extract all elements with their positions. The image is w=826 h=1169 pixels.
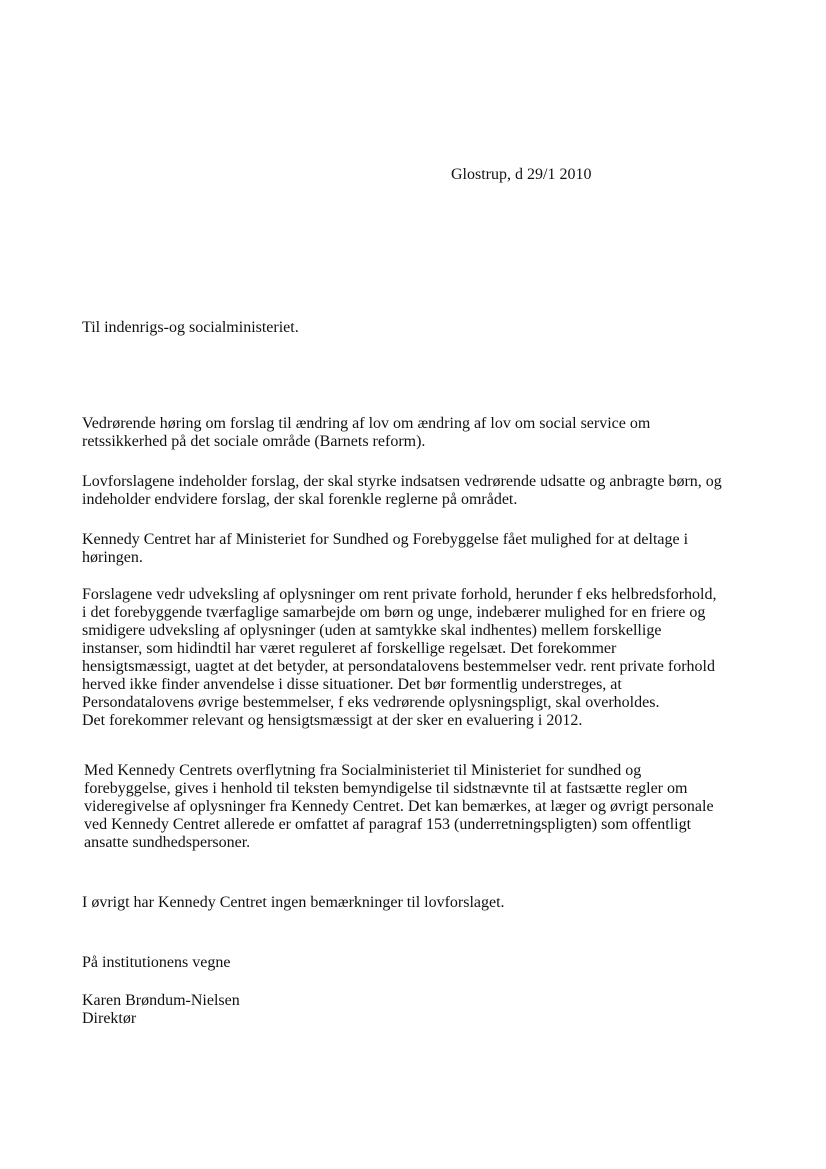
paragraph-line: Det forekommer relevant og hensigtsmæssigt at der sker en evaluering i 2012. xyxy=(82,712,583,729)
paragraph-line: høringen. xyxy=(82,549,143,566)
paragraph-line: i det forebyggende tværfaglige samarbejde om børn og unge, indebærer mulighed for en friere og xyxy=(82,604,706,621)
paragraph-line: Persondatalovens øvrige bestemmelser, f eks vedrørende oplysningspligt, skal overholdes. xyxy=(82,694,660,711)
addressee: Til indenrigs-og socialministeriet. xyxy=(82,319,299,336)
paragraph-main xyxy=(82,586,717,730)
paragraph-line: indeholder endvidere forslag, der skal forenkle reglerne på området. xyxy=(82,491,518,508)
paragraph-line: Forslagene vedr udveksling af oplysninger om rent private forhold, herunder f eks helbredsforhold, xyxy=(82,586,717,603)
paragraph-line: instanser, som hidindtil har været reguleret af forskellige regelsæt. Det forekommer xyxy=(82,640,617,657)
paragraph-line: Lovforslagene indeholder forslag, der skal styrke indsatsen vedrørende udsatte og anbragte børn, og xyxy=(82,473,722,490)
paragraph-invite xyxy=(82,531,688,567)
paragraph-line: smidigere udveksling af oplysninger (uden at samtykke skal indhentes) mellem forskellige xyxy=(82,622,662,639)
paragraph-line: ved Kennedy Centret allerede er omfattet af paragraf 153 (underretningspligten) som offentligt xyxy=(84,816,692,833)
signatory-title: Direktør xyxy=(82,1010,137,1027)
paragraph-kennedy xyxy=(84,762,714,852)
on-behalf-line: På institutionens vegne xyxy=(82,954,231,971)
paragraph-line: Kennedy Centret har af Ministeriet for Sundhed og Forebyggelse fået mulighed for at deltage i xyxy=(82,531,689,548)
date-line: Glostrup, d 29/1 2010 xyxy=(451,166,592,183)
paragraph-line: Vedrørende høring om forslag til ændring af lov om ændring af lov om social service om xyxy=(82,415,651,432)
signatory-name: Karen Brøndum-Nielsen xyxy=(82,992,240,1009)
paragraph-closing: I øvrigt har Kennedy Centret ingen bemærkninger til lovforslaget. xyxy=(82,894,505,911)
paragraph-subject xyxy=(82,415,650,451)
paragraph-line: videregivelse af oplysninger fra Kennedy Centret. Det kan bemærkes, at læger og øvrigt personale xyxy=(84,798,714,815)
paragraph-line: Med Kennedy Centrets overflytning fra Socialministeriet til Ministeriet for sundhed og xyxy=(84,762,642,779)
paragraph-intro xyxy=(82,473,722,509)
paragraph-line: herved ikke finder anvendelse i disse situationer. Det bør formentlig understreges, at xyxy=(82,676,622,693)
paragraph-line: ansatte sundhedspersoner. xyxy=(84,834,251,851)
paragraph-line: hensigtsmæssigt, uagtet at det betyder, at persondatalovens bestemmelser vedr. rent private forhold xyxy=(82,658,715,675)
paragraph-line: retssikkerhed på det sociale område (Barnets reform). xyxy=(82,433,426,450)
paragraph-line: forebyggelse, gives i henhold til teksten bemyndigelse til sidstnævnte til at fastsætte regler om xyxy=(84,780,688,797)
signature-block xyxy=(82,992,240,1028)
